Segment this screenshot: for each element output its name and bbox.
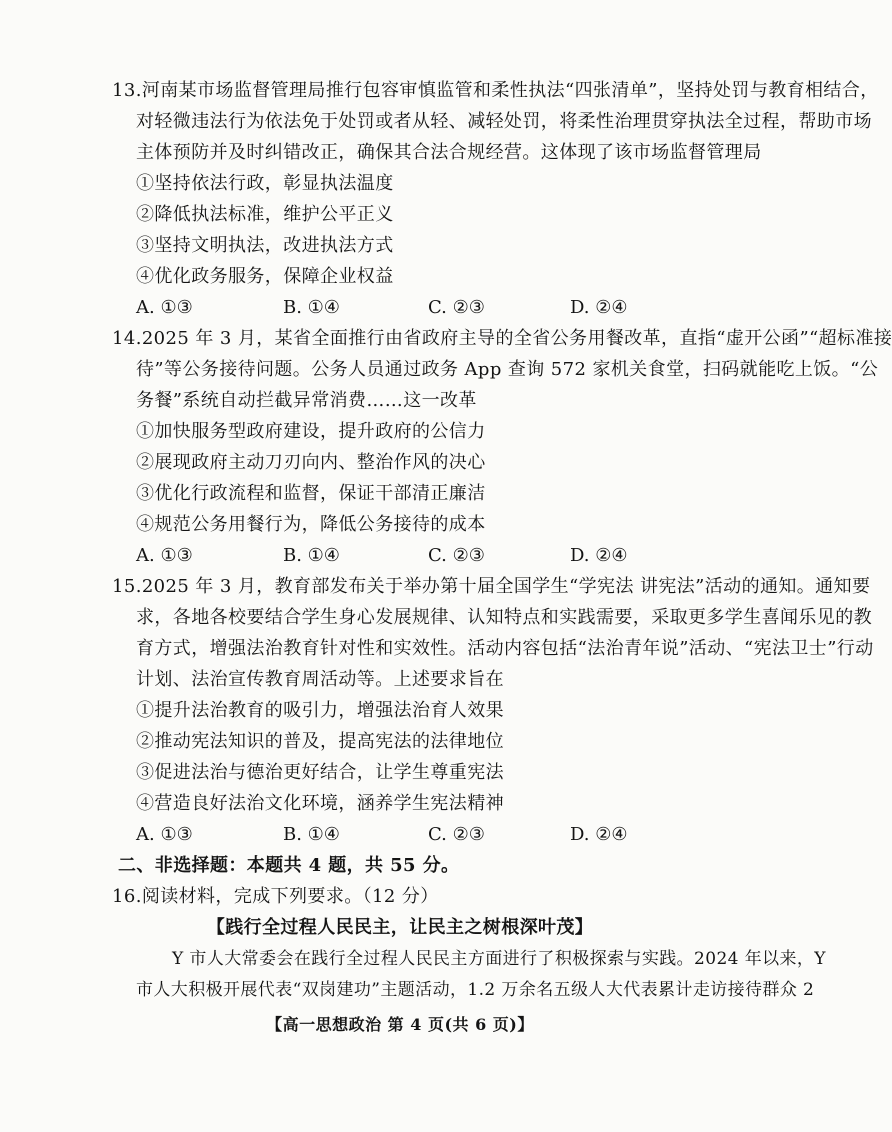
q15-option-2: ②推动宪法知识的普及，提高宪法的法律地位 xyxy=(136,731,504,752)
q15-choice-d: D. ②④ xyxy=(570,824,628,845)
q14-line-1: 14.2025 年 3 月，某省全面推行由省政府主导的全省公务用餐改革，直指“虚开公函”“超标准接 xyxy=(112,328,892,349)
q15-option-1: ①提升法治教育的吸引力，增强法治育人效果 xyxy=(136,700,504,721)
q15-choice-b: B. ①④ xyxy=(283,824,340,845)
q13-choice-b: B. ①④ xyxy=(283,297,340,318)
q13-line-1: 13.河南某市场监督管理局推行包容审慎监管和柔性执法“四张清单”，坚持处罚与教育相结合， xyxy=(112,80,879,101)
q16-stem: 16.阅读材料，完成下列要求。（12 分） xyxy=(112,886,439,907)
q15-option-3: ③促进法治与德治更好结合，让学生尊重宪法 xyxy=(136,762,504,783)
q14-option-3: ③优化行政流程和监督，保证干部清正廉洁 xyxy=(136,483,486,504)
q13-choice-c: C. ②③ xyxy=(428,297,485,318)
q14-line-2: 待”等公务接待问题。公务人员通过政务 App 查询 572 家机关食堂，扫码就能吃上饭。“公 xyxy=(136,359,879,380)
q15-line-1: 15.2025 年 3 月，教育部发布关于举办第十届全国学生“学宪法 讲宪法”活动的通知。通知要 xyxy=(112,576,871,597)
q15-line-2: 求，各地各校要结合学生身心发展规律、认知特点和实践需要，采取更多学生喜闻乐见的教 xyxy=(136,607,872,628)
q13-option-1: ①坚持依法行政，彰显执法温度 xyxy=(136,173,394,194)
q15-line-4: 计划、法治宣传教育周活动等。上述要求旨在 xyxy=(136,669,504,690)
section-heading: 二、非选择题：本题共 4 题，共 55 分。 xyxy=(118,855,460,876)
q13-option-2: ②降低执法标准，维护公平正义 xyxy=(136,204,394,225)
q15-choice-c: C. ②③ xyxy=(428,824,485,845)
q14-option-4: ④规范公务用餐行为，降低公务接待的成本 xyxy=(136,514,486,535)
material-line-2: 市人大积极开展代表“双岗建功”主题活动，1.2 万余名五级人大代表累计走访接待群众 2 xyxy=(136,980,815,1000)
material-line-1: Y 市人大常委会在践行全过程人民民主方面进行了积极探索与实践。2024 年以来，Y xyxy=(172,949,826,969)
material-title: 【践行全过程人民民主，让民主之树根深叶茂】 xyxy=(206,917,594,938)
q13-choice-d: D. ②④ xyxy=(570,297,628,318)
q14-choice-d: D. ②④ xyxy=(570,545,628,566)
q15-choice-a: A. ①③ xyxy=(136,824,193,845)
q14-choice-a: A. ①③ xyxy=(136,545,193,566)
q13-line-3: 主体预防并及时纠错改正，确保其合法合规经营。这体现了该市场监督管理局 xyxy=(136,142,762,163)
q15-line-3: 育方式，增强法治教育针对性和实效性。活动内容包括“法治青年说”活动、“宪法卫士”行动 xyxy=(136,638,874,659)
q14-line-3: 务餐”系统自动拦截异常消费……这一改革 xyxy=(136,390,477,411)
q13-choice-a: A. ①③ xyxy=(136,297,193,318)
q15-option-4: ④营造良好法治文化环境，涵养学生宪法精神 xyxy=(136,793,504,814)
q13-option-3: ③坚持文明执法，改进执法方式 xyxy=(136,235,394,256)
page-footer: 【高一思想政治 第 4 页(共 6 页)】 xyxy=(266,1015,534,1034)
q14-option-1: ①加快服务型政府建设，提升政府的公信力 xyxy=(136,421,486,442)
q14-choice-b: B. ①④ xyxy=(283,545,340,566)
q14-choice-c: C. ②③ xyxy=(428,545,485,566)
q13-line-2: 对轻微违法行为依法免于处罚或者从轻、减轻处罚，将柔性治理贯穿执法全过程，帮助市场 xyxy=(136,111,872,132)
q13-option-4: ④优化政务服务，保障企业权益 xyxy=(136,266,394,287)
q14-option-2: ②展现政府主动刀刃向内、整治作风的决心 xyxy=(136,452,486,473)
